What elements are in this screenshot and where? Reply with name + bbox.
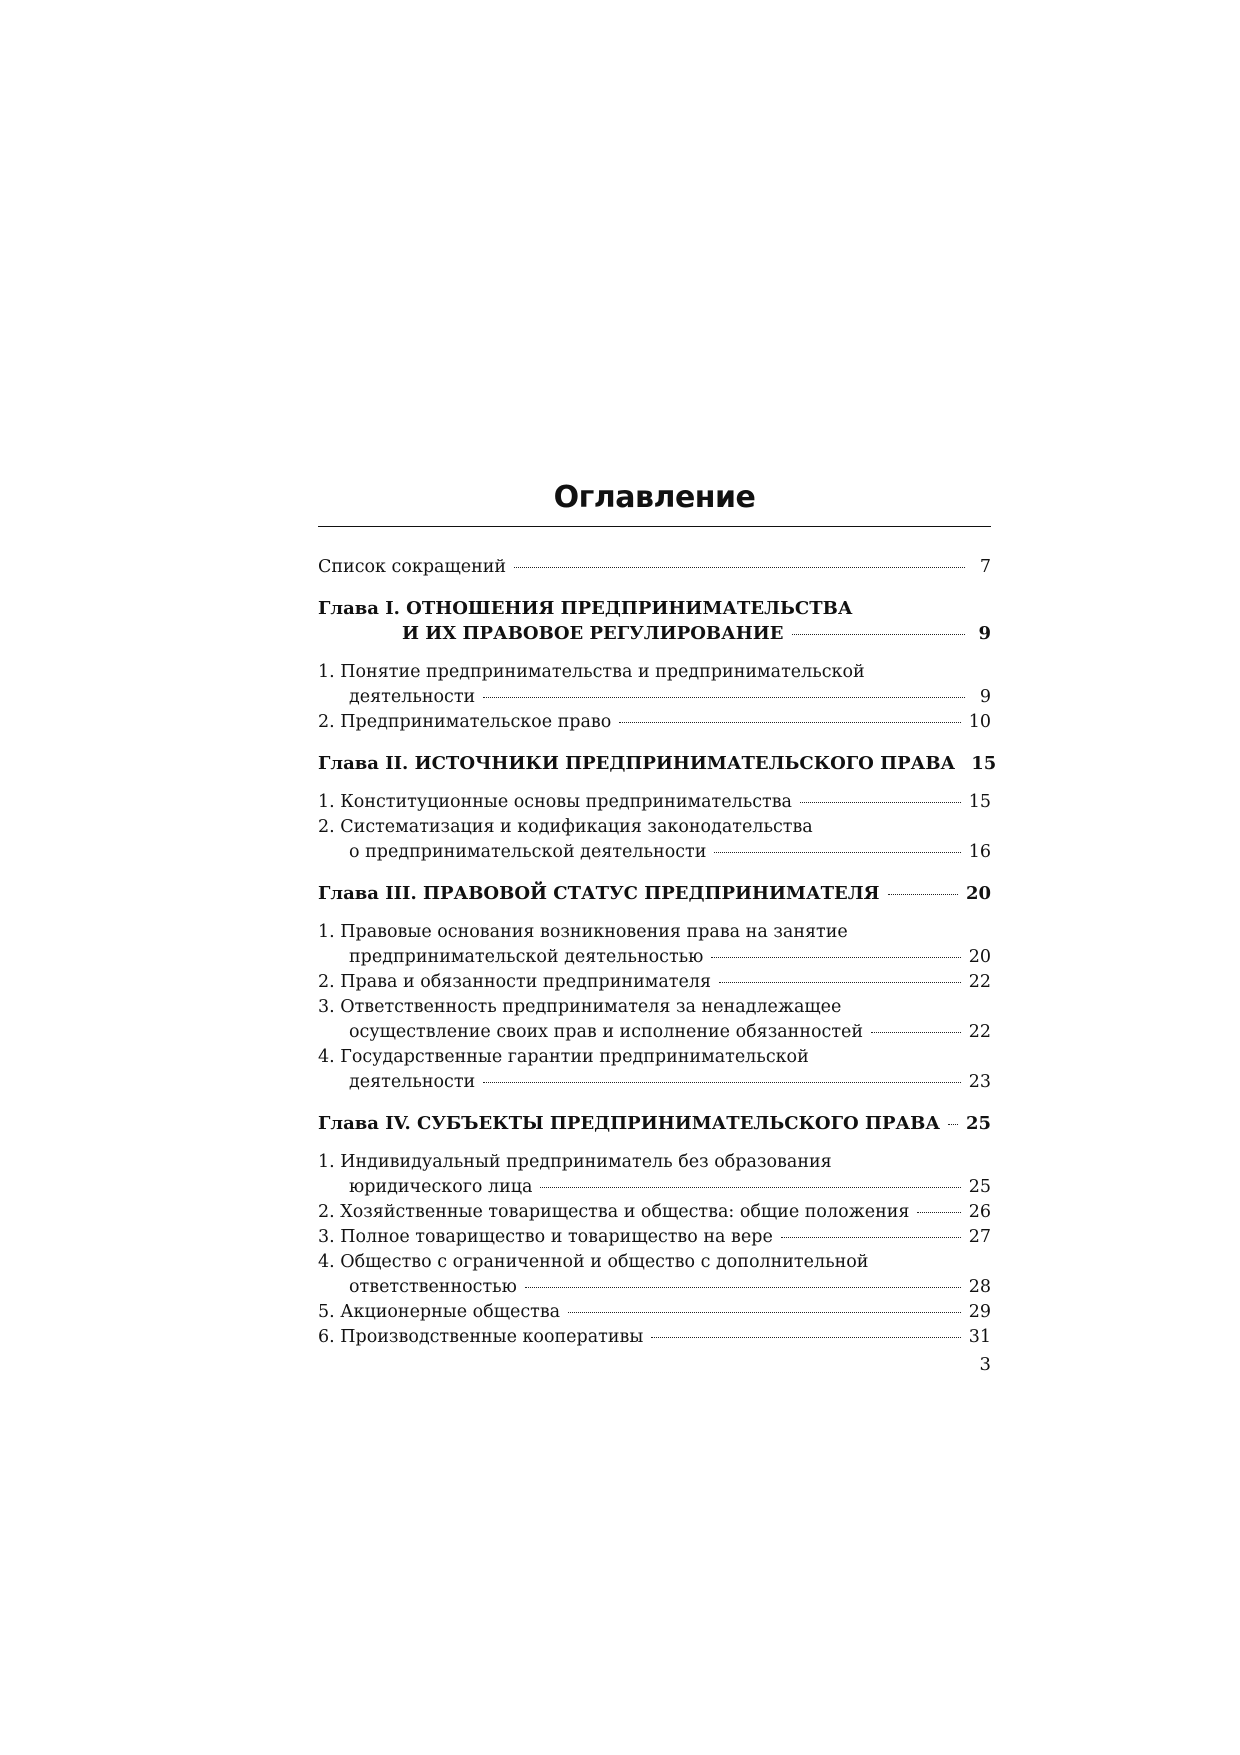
dot-leader (525, 1287, 961, 1288)
toc-entry-text: 4. Государственные гарантии предпринимательской (318, 1047, 809, 1067)
toc-entry-text: 5. Акционерные общества (318, 1302, 561, 1322)
toc-page-number: 20 (968, 947, 991, 967)
dot-leader (781, 1237, 961, 1238)
toc-entry[interactable] (318, 555, 991, 580)
toc-chapter-entry[interactable] (318, 1111, 991, 1136)
toc-entry-text: 3. Полное товарищество и товарищество на вере (318, 1227, 773, 1247)
toc-entry-text: юридического лица (349, 1177, 533, 1197)
toc-entry-text: деятельности (349, 1072, 476, 1092)
toc-entry-text: Список сокращений (318, 557, 507, 577)
toc-page-number: 15 (968, 792, 991, 812)
toc-entry-text: 4. Общество с ограниченной и общество с дополнительной (318, 1252, 869, 1272)
dot-leader (719, 982, 961, 983)
toc-page-number: 15 (971, 753, 997, 774)
dot-leader (917, 1212, 960, 1213)
dot-leader (514, 567, 965, 568)
dot-leader (651, 1337, 960, 1338)
toc-entry[interactable] (318, 920, 991, 970)
toc-entry-text: предпринимательской деятельностью (349, 947, 704, 967)
table-of-contents (318, 478, 997, 1350)
title-divider (318, 526, 991, 527)
toc-entry[interactable] (318, 1250, 991, 1300)
dot-leader (483, 1082, 961, 1083)
toc-entry[interactable] (318, 1325, 991, 1350)
dot-leader (540, 1187, 960, 1188)
toc-entry-text: о предпринимательской деятельности (349, 842, 707, 862)
toc-entry-text: 1. Конституционные основы предпринимательства (318, 792, 792, 812)
toc-entry-text: ответственностью (349, 1277, 517, 1297)
toc-entry-text: 2. Предпринимательское право (318, 712, 612, 732)
toc-page-number: 27 (968, 1227, 991, 1247)
toc-entry-text: осуществление своих прав и исполнение обязанностей (349, 1022, 864, 1042)
toc-entry-text: 2. Права и обязанности предпринимателя (318, 972, 711, 992)
toc-entry[interactable] (318, 970, 991, 995)
toc-entry-text: И ИХ ПРАВОВОЕ РЕГУЛИРОВАНИЕ (402, 623, 784, 644)
toc-page-number: 10 (968, 712, 991, 732)
toc-entry-text: Глава II. ИСТОЧНИКИ ПРЕДПРИНИМАТЕЛЬСКОГО ПРАВА (318, 753, 956, 774)
page-title: Оглавление (553, 480, 756, 515)
toc-list (318, 555, 997, 1350)
toc-chapter-entry[interactable] (318, 751, 997, 776)
toc-entry[interactable] (318, 1045, 991, 1095)
toc-entry-text: 6. Производственные кооперативы (318, 1327, 644, 1347)
toc-entry[interactable] (318, 790, 991, 815)
toc-chapter-entry[interactable] (318, 596, 991, 646)
toc-entry-text: деятельности (349, 687, 476, 707)
toc-entry[interactable] (318, 1225, 991, 1250)
toc-entry-text: 2. Хозяйственные товарищества и общества: общие положения (318, 1202, 910, 1222)
toc-entry[interactable] (318, 710, 991, 735)
toc-page-number: 28 (968, 1277, 991, 1297)
toc-entry-text: Глава III. ПРАВОВОЙ СТАТУС ПРЕДПРИНИМАТЕЛЯ (318, 883, 880, 904)
toc-entry-text: 3. Ответственность предпринимателя за ненадлежащее (318, 997, 842, 1017)
toc-page-number: 29 (968, 1302, 991, 1322)
dot-leader (871, 1032, 961, 1033)
toc-page-number: 25 (965, 1113, 991, 1134)
dot-leader (568, 1312, 961, 1313)
toc-page-number: 9 (978, 623, 991, 644)
toc-entry-text: 2. Систематизация и кодификация законодательства (318, 817, 813, 837)
toc-entry[interactable] (318, 1150, 991, 1200)
toc-entry[interactable] (318, 995, 991, 1045)
page-number: 3 (979, 1354, 991, 1375)
toc-page-number: 20 (965, 883, 991, 904)
toc-page-number: 22 (968, 972, 991, 992)
dot-leader (888, 894, 958, 895)
toc-chapter-entry[interactable] (318, 881, 991, 906)
dot-leader (711, 957, 960, 958)
toc-page-number: 26 (968, 1202, 991, 1222)
toc-page-number: 7 (979, 557, 991, 577)
toc-entry[interactable] (318, 660, 991, 710)
toc-entry-text: 1. Понятие предпринимательства и предпринимательской (318, 662, 865, 682)
dot-leader (948, 1124, 958, 1125)
dot-leader (792, 634, 965, 635)
dot-leader (714, 852, 960, 853)
toc-entry-text: Глава I. ОТНОШЕНИЯ ПРЕДПРИНИМАТЕЛЬСТВА (318, 598, 853, 619)
toc-page-number: 31 (968, 1327, 991, 1347)
toc-entry[interactable] (318, 1300, 991, 1325)
toc-page-number: 25 (968, 1177, 991, 1197)
toc-entry-text: 1. Правовые основания возникновения права на занятие (318, 922, 848, 942)
toc-page-number: 23 (968, 1072, 991, 1092)
toc-page-number: 16 (968, 842, 991, 862)
toc-page-number: 9 (979, 687, 991, 707)
toc-entry-text: Глава IV. СУБЪЕКТЫ ПРЕДПРИНИМАТЕЛЬСКОГО ПРАВА (318, 1113, 941, 1134)
dot-leader (483, 697, 965, 698)
dot-leader (619, 722, 960, 723)
dot-leader (800, 802, 961, 803)
toc-entry[interactable] (318, 1200, 991, 1225)
toc-page-number: 22 (968, 1022, 991, 1042)
toc-entry[interactable] (318, 815, 991, 865)
toc-entry-text: 1. Индивидуальный предприниматель без образования (318, 1152, 832, 1172)
